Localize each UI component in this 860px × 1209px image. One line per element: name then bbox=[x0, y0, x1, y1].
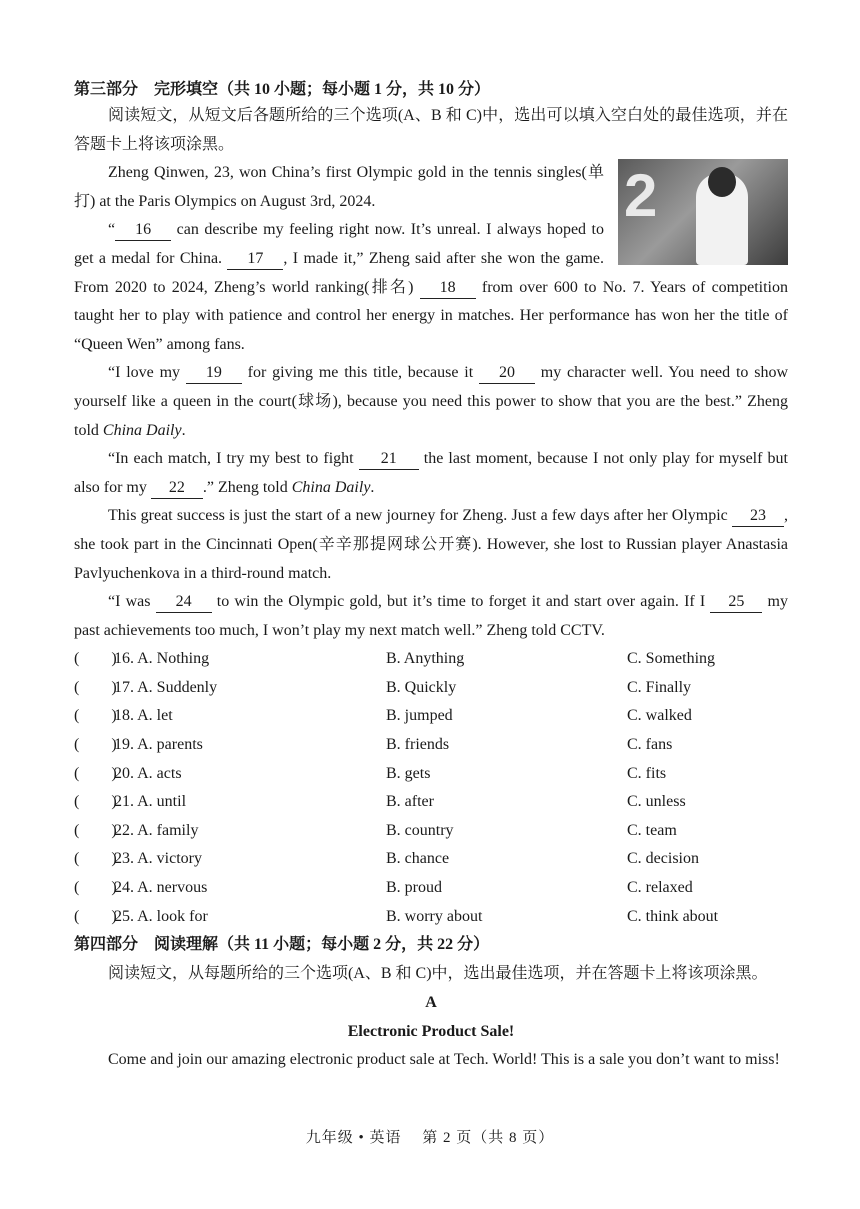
option-row bbox=[74, 874, 788, 903]
blank-16: 16 bbox=[115, 220, 171, 241]
part3-instruction: 阅读短文，从短文后各题所给的三个选项(A、B 和 C)中，选出可以填入空白处的最佳选项，并在答题卡上将该项涂黑。 bbox=[74, 107, 788, 153]
passage-heading: Electronic Product Sale! bbox=[347, 1023, 515, 1041]
option-a: 22. A. family bbox=[114, 821, 199, 839]
answer-paren: ( ) bbox=[74, 850, 117, 868]
photo-number: 2 bbox=[624, 162, 658, 230]
blank-19: 19 bbox=[186, 363, 242, 384]
newspaper-name: China Daily bbox=[291, 478, 371, 496]
text-run: my character well. You need to show yourself like a queen in the court(球场), because you need this power to show that you are the best.” Zheng told bbox=[74, 364, 789, 439]
text-run: from over 600 to No. 7. Years of competition taught her to play with patience and control her energy in matches. Her performance has won her the title of “Queen Wen” among fans. bbox=[74, 278, 789, 353]
text-run: . bbox=[181, 421, 186, 439]
text-run: . bbox=[370, 478, 375, 496]
option-row bbox=[74, 903, 788, 932]
option-b: B. chance bbox=[386, 850, 450, 868]
passage-paragraph bbox=[74, 445, 788, 502]
text-run: “In each match, I try my best to fight bbox=[108, 450, 359, 468]
option-row bbox=[74, 702, 788, 731]
blank-24: 24 bbox=[156, 592, 212, 613]
page-footer: 九年级 • 英语 第 2 页（共 8 页） bbox=[305, 1130, 555, 1146]
text-run: “ bbox=[108, 221, 116, 239]
option-c: C. Finally bbox=[627, 678, 692, 696]
option-row bbox=[74, 788, 788, 817]
option-a: 18. A. let bbox=[114, 707, 173, 725]
blank-25: 25 bbox=[710, 592, 762, 613]
option-c: C. Something bbox=[627, 650, 716, 668]
part4-title: 第四部分 阅读理解（共 11 小题；每小题 2 分，共 22 分） bbox=[74, 936, 490, 954]
option-c: C. think about bbox=[627, 907, 719, 925]
option-c: C. walked bbox=[627, 707, 692, 725]
option-a: 16. A. Nothing bbox=[114, 650, 210, 668]
option-row bbox=[74, 674, 788, 703]
text-run: “I love my bbox=[108, 364, 186, 382]
text-run: , she took part in the Cincinnati Open(辛辛那提网球公开赛). However, she lost to Russian player Anastasia Pavlyuchenkova in a third-round match. bbox=[74, 507, 788, 582]
passage-paragraph: Come and join our amazing electronic product sale at Tech. World! This is a sale you don’t want to miss! bbox=[108, 1051, 780, 1069]
option-row bbox=[74, 845, 788, 874]
options-list bbox=[74, 645, 788, 931]
text-run: “I was bbox=[108, 593, 156, 611]
answer-paren: ( ) bbox=[74, 736, 117, 754]
text-run: the last moment, because I not only play for myself but also for my bbox=[74, 450, 789, 496]
section-letter: A bbox=[425, 994, 437, 1012]
option-row bbox=[74, 645, 788, 674]
option-b: B. Anything bbox=[386, 650, 465, 668]
answer-paren: ( ) bbox=[74, 764, 117, 782]
option-a: 23. A. victory bbox=[114, 850, 202, 868]
option-c: C. fits bbox=[627, 764, 667, 782]
blank-22: 22 bbox=[151, 478, 203, 499]
blank-23: 23 bbox=[732, 506, 784, 527]
option-b: B. gets bbox=[386, 764, 431, 782]
passage-paragraph: Zheng Qinwen, 23, won China’s first Olympic gold in the tennis singles(单打) at the Paris Olympics on August 3rd, 2024. bbox=[74, 164, 604, 210]
option-b: B. jumped bbox=[386, 707, 453, 725]
text-run: my past achievements too much, I won’t play my next match well.” Zheng told CCTV. bbox=[74, 593, 788, 639]
option-a: 24. A. nervous bbox=[114, 879, 208, 897]
answer-paren: ( ) bbox=[74, 907, 117, 925]
part3-title: 第三部分 完形填空（共 10 小题；每小题 1 分，共 10 分） bbox=[74, 81, 491, 98]
option-a: 21. A. until bbox=[114, 793, 187, 811]
text-run: This great success is just the start of a new journey for Zheng. Just a few days after her Olympic bbox=[108, 507, 732, 525]
answer-paren: ( ) bbox=[74, 678, 117, 696]
option-c: C. unless bbox=[627, 793, 686, 811]
photo-head bbox=[708, 167, 736, 197]
page-content bbox=[74, 78, 788, 1075]
option-b: B. country bbox=[386, 821, 454, 839]
blank-21: 21 bbox=[359, 449, 419, 470]
blank-17: 17 bbox=[227, 249, 283, 270]
answer-paren: ( ) bbox=[74, 793, 117, 811]
athlete-photo bbox=[618, 159, 788, 265]
passage-paragraph bbox=[74, 502, 788, 588]
answer-paren: ( ) bbox=[74, 821, 117, 839]
text-run: for giving me this title, because it bbox=[241, 364, 479, 382]
text-run: can describe my feeling right now. It’s unreal. I always hoped to get a medal for China. bbox=[74, 221, 604, 267]
option-b: B. friends bbox=[386, 736, 450, 754]
option-b: B. worry about bbox=[386, 907, 483, 925]
answer-paren: ( ) bbox=[74, 650, 117, 668]
option-row bbox=[74, 731, 788, 760]
option-a: 17. A. Suddenly bbox=[114, 678, 218, 696]
text-run: , I made it,” Zheng said after she won the game. From 2020 to 2024, Zheng’s world ranking(排名) bbox=[74, 249, 605, 296]
text-run: to win the Olympic gold, but it’s time to forget it and start over again. If I bbox=[211, 593, 711, 611]
option-b: B. after bbox=[386, 793, 434, 811]
blank-20: 20 bbox=[479, 363, 535, 384]
option-row bbox=[74, 760, 788, 789]
passage-paragraph bbox=[74, 588, 788, 645]
option-a: 20. A. acts bbox=[114, 764, 182, 782]
option-a: 19. A. parents bbox=[114, 736, 203, 754]
option-c: C. relaxed bbox=[627, 879, 693, 897]
option-b: B. Quickly bbox=[386, 678, 457, 696]
answer-paren: ( ) bbox=[74, 879, 117, 897]
passage-paragraph bbox=[74, 359, 788, 445]
answer-paren: ( ) bbox=[74, 707, 117, 725]
text-run: .” Zheng told bbox=[202, 478, 292, 496]
option-c: C. team bbox=[627, 821, 677, 839]
option-a: 25. A. look for bbox=[114, 907, 208, 925]
option-c: C. fans bbox=[627, 736, 673, 754]
option-c: C. decision bbox=[627, 850, 699, 868]
newspaper-name: China Daily bbox=[102, 421, 182, 439]
part4-instruction: 阅读短文，从每题所给的三个选项(A、B 和 C)中，选出最佳选项，并在答题卡上将该项涂黑。 bbox=[108, 964, 768, 982]
option-row bbox=[74, 817, 788, 846]
blank-18: 18 bbox=[420, 278, 476, 299]
option-b: B. proud bbox=[386, 879, 442, 897]
